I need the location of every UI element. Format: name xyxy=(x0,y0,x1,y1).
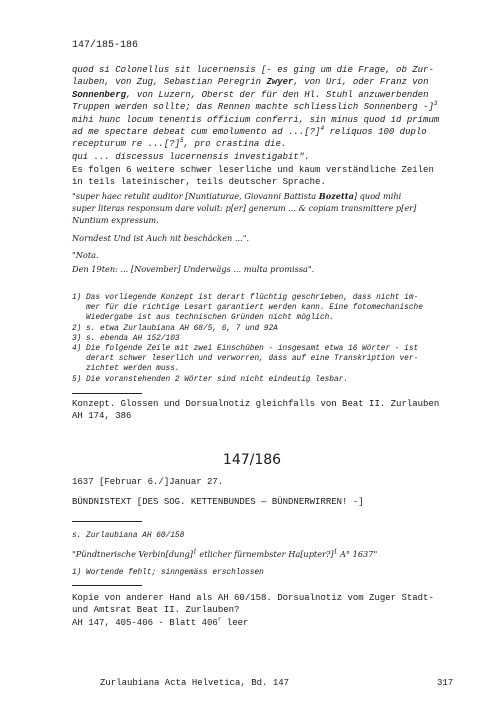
script-line: "Nota. xyxy=(72,249,99,260)
handwritten-transcription xyxy=(72,190,416,275)
note-line: AH 147, 405-406 - Blatt 406$^r$ leer xyxy=(72,615,249,628)
footnote: 1) Das vorliegende Konzept ist derart flüchtig geschrieben, dass nicht im- mer für die richtige Lesart garantiert werden kann. Eine fotomechanische Wiedergabe ist aus technischen Gründen nicht möglich. xyxy=(72,294,423,323)
page-number: 317 xyxy=(437,678,454,688)
script-line: Den 19ten: ... [November] Underwägs ... multa promissa". xyxy=(72,264,315,275)
footnote: 3) s. ebenda AH 152/103 xyxy=(72,334,180,343)
script-line: Norndest Und ist Auch nit beschäcken ...". xyxy=(72,232,250,243)
editor-remark xyxy=(72,164,434,189)
footnote: 4) Die folgende Zeile mit zwei Einschüben - insgesamt etwa 16 Wörter - ist derart schwer leserlich und verworren, dass auf eine Transkription ver- zichtet werden muss. xyxy=(72,345,419,374)
section-rule xyxy=(72,393,142,394)
name-bozetta: Bozetta xyxy=(318,191,354,201)
footnote-ref: 1 xyxy=(192,548,197,556)
name-zwyer: Zwyer xyxy=(266,77,294,88)
document-reference: 147/185-186 xyxy=(72,40,139,51)
latin-line: lauben, von Zug, Sebastian Peregrin Zwyer, von Uri, oder Franz von xyxy=(72,77,429,88)
entry-heading: BÜNDNISTEXT [DES SOG. KETTENBUNDES — BÜNDNERWIRREN! -] xyxy=(72,497,364,507)
latin-line: ad me spectare debeat cum emolumento ad ...[?]$^4$ reliquos 100 duplo xyxy=(72,125,427,138)
latin-transcription xyxy=(72,64,439,163)
footnote-186: 1) Wortende fehlt; sinngemäss erschlossen xyxy=(72,569,264,577)
footnotes-185 xyxy=(72,293,423,385)
script-line: super literas responsum dare voluit: p[er] generum ... & copiam transmittere p[er] xyxy=(72,203,417,214)
entry-title: 147/186 xyxy=(222,452,282,468)
remark-line: Es folgen 6 weitere schwer leserliche und kaum verständliche Zeilen xyxy=(72,165,434,175)
note-185 xyxy=(72,398,439,423)
entry-date: 1637 [Februar 6./]Januar 27. xyxy=(72,477,224,487)
footnote: 2) s. etwa Zurlaubiana AH 68/5, 6, 7 und 92A xyxy=(72,324,278,333)
note-line: Konzept. Glossen und Dorsualnotiz gleichfalls von Beat II. Zurlauben xyxy=(72,399,440,409)
footnote-ref: 1 xyxy=(333,548,338,556)
note-line: Kopie von anderer Hand als AH 60/158. Dorsualnotiz vom Zuger Stadt- xyxy=(72,593,434,603)
section-rule xyxy=(72,585,142,586)
source-reference: s. Zurlaubiana AH 60/158 xyxy=(72,532,185,540)
note-186 xyxy=(72,592,434,629)
section-rule xyxy=(72,521,142,522)
script-line: Nuntium expressum. xyxy=(72,215,159,226)
footnote-ref: 5 xyxy=(180,137,184,145)
note-line: AH 174, 386 xyxy=(72,411,132,422)
script-line: "super haec retulit auditor [Nuntiaturae, Giovanni Battista Bozetta] quod mihi xyxy=(72,191,402,201)
series-footer: Zurlaubiana Acta Helvetica, Bd. 147 xyxy=(100,678,290,688)
latin-line: Sonnenberg, von Luzern, Oberst der für den Hl. Stuhl anzuwerbenden xyxy=(72,89,429,100)
footnote-ref: 3 xyxy=(433,100,438,108)
remark-line: in teils lateinischer, teils deutscher Sprache. xyxy=(72,177,326,188)
latin-line: quod si Colonellus sit lucernensis [- es ging um die Frage, ob Zur- xyxy=(72,65,434,75)
latin-line: Truppen werden sollte; das Rennen machte schliesslich Sonnenberg -]$^3$ xyxy=(72,100,438,113)
footnote-ref: 4 xyxy=(320,125,325,133)
footnote: 5) Die voranstehenden 2 Wörter sind nicht eindeutig lesbar. xyxy=(72,375,349,384)
note-line: und Amtsrat Beat II. Zurlauben? xyxy=(72,605,240,616)
latin-line: qui ... discessus lucernensis investigabit". xyxy=(72,151,310,162)
name-sonnenberg: Sonnenberg xyxy=(72,89,127,100)
latin-line: mihi hunc locum tenentis officium conferri, sin minus quod id primum xyxy=(72,114,440,125)
document-quote: "Pündtnerische Verbin[dung]$^1$ etlicher fürnembster Ha[upter?]$^1$ A° 1637" xyxy=(72,548,378,559)
latin-line: recepturum re ...[?]$^5$, pro crastina die. xyxy=(72,137,287,150)
